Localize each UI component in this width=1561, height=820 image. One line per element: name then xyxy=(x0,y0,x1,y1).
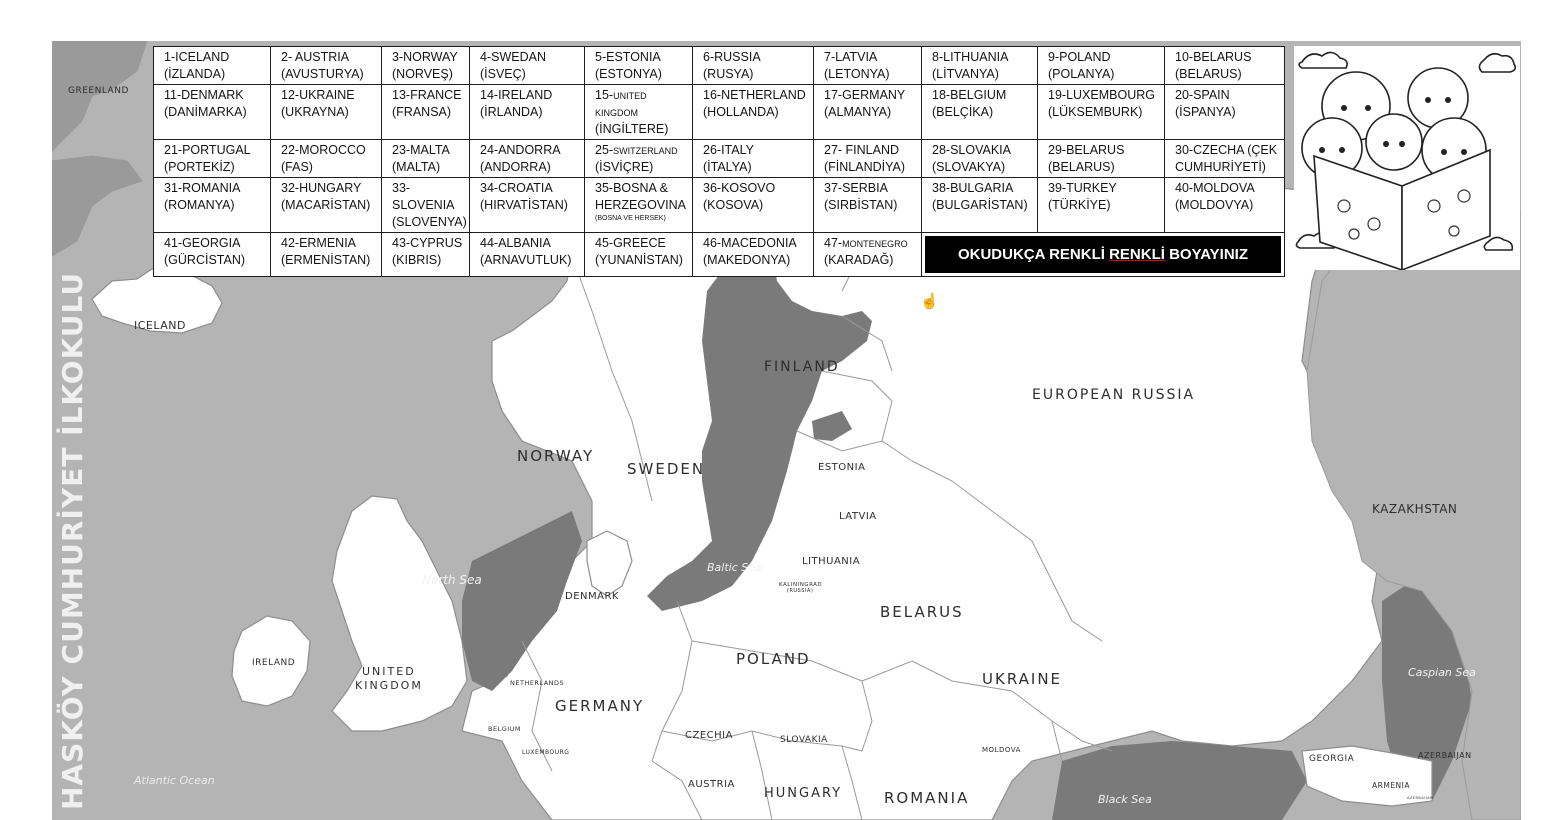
country-cell xyxy=(585,47,693,85)
cell-text-a: 33- xyxy=(392,181,411,195)
label-belarus: BELARUS xyxy=(880,603,964,621)
cell-text-b: (SIRBİSTAN) xyxy=(824,198,898,212)
country-cell xyxy=(693,178,814,233)
label-austria: AUSTRIA xyxy=(688,779,735,790)
label-romania: ROMANIA xyxy=(884,789,970,807)
country-cell xyxy=(585,233,693,277)
label-czechia: CZECHIA xyxy=(685,730,733,741)
cell-text-a: 11-DENMARK xyxy=(164,88,244,102)
cell-text-a: 8-LITHUANIA xyxy=(932,50,1009,64)
cell-text-s: MONTENEGRO xyxy=(842,239,908,249)
cell-text-b: (MOLDOVYA) xyxy=(1175,198,1254,212)
cell-text-b: (MAKEDONYA) xyxy=(703,253,791,267)
legend-row xyxy=(154,178,1285,233)
label-european-russia: EUROPEAN RUSSIA xyxy=(1032,387,1196,403)
cell-text-b: SLOVENIA xyxy=(392,198,455,212)
country-cell xyxy=(271,233,382,277)
cell-text-b: (İSVEÇ) xyxy=(480,67,526,81)
cell-text-a: 18-BELGIUM xyxy=(932,88,1007,102)
cell-text-b: (KOSOVA) xyxy=(703,198,764,212)
country-cell xyxy=(814,233,922,277)
country-cell xyxy=(693,140,814,178)
cell-text-b: (ESTONYA) xyxy=(595,67,662,81)
country-cell xyxy=(154,233,271,277)
country-cell xyxy=(1038,47,1165,85)
cell-text-a: 20-SPAIN xyxy=(1175,88,1230,102)
label-germany: GERMANY xyxy=(555,697,645,715)
cell-text-a: 12-UKRAINE xyxy=(281,88,355,102)
country-cell xyxy=(814,140,922,178)
cell-text-b: (İTALYA) xyxy=(703,160,752,174)
cell-text-a: 28-SLOVAKIA xyxy=(932,143,1011,157)
cell-text-a: 38-BULGARIA xyxy=(932,181,1014,195)
black-sea-water xyxy=(1052,741,1307,820)
label-kaliningrad: KALININGRAD xyxy=(779,582,823,588)
country-cell xyxy=(814,47,922,85)
cell-text-b: (ANDORRA) xyxy=(480,160,551,174)
cell-text-a: 1-ICELAND xyxy=(164,50,230,64)
cell-text-a: 47- xyxy=(824,236,843,250)
cell-text-a: 37-SERBIA xyxy=(824,181,888,195)
cell-text-x: (BOSNA VE HERSEK) xyxy=(595,215,666,222)
cell-text-b: (LÜKSEMBURK) xyxy=(1048,105,1143,119)
label-norway: NORWAY xyxy=(517,447,595,465)
label-north-sea: North Sea xyxy=(422,573,482,587)
cell-text-b: (İZLANDA) xyxy=(164,67,226,81)
country-cell xyxy=(585,178,693,233)
country-cell xyxy=(271,178,382,233)
country-cell xyxy=(382,47,470,85)
country-cell xyxy=(693,233,814,277)
country-cell xyxy=(1165,85,1285,140)
cell-text-a: 15- xyxy=(595,88,614,102)
cell-text-a: 9-POLAND xyxy=(1048,50,1111,64)
cell-text-b: (NORVEŞ) xyxy=(392,67,453,81)
country-cell xyxy=(585,140,693,178)
legend-row xyxy=(154,47,1285,85)
country-cell xyxy=(470,85,585,140)
cell-text-a: 35-BOSNA & xyxy=(595,181,668,195)
country-cell xyxy=(470,47,585,85)
cell-text-a: 27- FINLAND xyxy=(824,143,900,157)
instruction-part-underlined: RENKLİ xyxy=(1109,246,1165,263)
legend-row xyxy=(154,233,1285,277)
cell-text-b: (İSVİÇRE) xyxy=(595,160,654,174)
cell-text-a: 36-KOSOVO xyxy=(703,181,776,195)
label-azerbaijan-exclave: AZERBAIJAN xyxy=(1407,796,1434,800)
cell-text-s: UNITED KINGDOM xyxy=(595,91,647,118)
country-cell xyxy=(382,178,470,233)
children-reading-drawing xyxy=(1294,46,1520,270)
cloud-shape xyxy=(1479,54,1515,72)
cell-text-b: (BELÇİKA) xyxy=(932,105,994,119)
cell-text-a: 25- xyxy=(595,143,614,157)
country-cell xyxy=(470,178,585,233)
country-cell xyxy=(922,140,1038,178)
cell-text-b: (PORTEKİZ) xyxy=(164,160,235,174)
label-georgia: GEORGIA xyxy=(1309,754,1355,764)
cell-text-a: 14-IRELAND xyxy=(480,88,553,102)
country-cell xyxy=(1038,140,1165,178)
cell-text-a: 4-SWEDAN xyxy=(480,50,546,64)
cell-text-c: (SLOVENYA) xyxy=(392,215,467,229)
country-cell xyxy=(585,85,693,140)
country-cell xyxy=(1165,47,1285,85)
legend-row xyxy=(154,85,1285,140)
country-cell xyxy=(154,178,271,233)
cell-text-b: (FRANSA) xyxy=(392,105,452,119)
cell-text-a: 6-RUSSIA xyxy=(703,50,761,64)
cell-text-b: (YUNANİSTAN) xyxy=(595,253,683,267)
cell-text-b: (BELARUS) xyxy=(1175,67,1242,81)
cell-text-b: CUMHURİYETİ) xyxy=(1175,160,1266,174)
cell-text-a: 40-MOLDOVA xyxy=(1175,181,1255,195)
cell-text-b: (UKRAYNA) xyxy=(281,105,349,119)
country-cell xyxy=(693,85,814,140)
cell-text-a: 10-BELARUS xyxy=(1175,50,1252,64)
label-azerbaijan: AZERBAIJAN xyxy=(1418,751,1472,760)
cell-text-a: 30-CZECHA (ÇEK xyxy=(1175,143,1278,157)
cell-text-b: (LETONYA) xyxy=(824,67,890,81)
label-kingdom: KINGDOM xyxy=(355,679,423,692)
cell-text-a: 29-BELARUS xyxy=(1048,143,1125,157)
cell-text-b: (ROMANYA) xyxy=(164,198,235,212)
cell-text-b: (KARADAĞ) xyxy=(824,253,894,267)
cell-text-b: (FİNLANDİYA) xyxy=(824,160,906,174)
country-cell xyxy=(693,47,814,85)
cell-text-a: 46-MACEDONIA xyxy=(703,236,797,250)
country-cell xyxy=(271,47,382,85)
country-cell xyxy=(271,140,382,178)
country-cell xyxy=(271,85,382,140)
cell-text-b: (MALTA) xyxy=(392,160,441,174)
label-latvia: LATVIA xyxy=(839,511,877,522)
country-cell xyxy=(922,47,1038,85)
cell-text-a: 5-ESTONIA xyxy=(595,50,661,64)
cell-text-a: 22-MOROCCO xyxy=(281,143,366,157)
country-cell xyxy=(922,178,1038,233)
country-cell xyxy=(382,140,470,178)
cell-text-a: 23-MALTA xyxy=(392,143,450,157)
hand-cursor-icon: ☝ xyxy=(920,293,939,310)
country-cell xyxy=(154,85,271,140)
cell-text-a: 43-CYPRUS xyxy=(392,236,463,250)
book-right-page xyxy=(1402,150,1490,270)
country-cell xyxy=(814,178,922,233)
cell-text-b: (İNGİLTERE) xyxy=(595,122,669,136)
cell-text-a: 45-GREECE xyxy=(595,236,666,250)
label-iceland: ICELAND xyxy=(134,319,186,332)
cell-text-b: (BELARUS) xyxy=(1048,160,1115,174)
country-cell xyxy=(1165,178,1285,233)
cell-text-a: 31-ROMANIA xyxy=(164,181,241,195)
label-ireland: IRELAND xyxy=(252,658,296,668)
children-reading-illustration xyxy=(1294,46,1520,270)
country-cell xyxy=(1165,140,1285,178)
label-moldova: MOLDOVA xyxy=(982,746,1021,754)
cell-text-b: (RUSYA) xyxy=(703,67,754,81)
cell-text-a: 3-NORWAY xyxy=(392,50,458,64)
country-cell xyxy=(382,85,470,140)
label-armenia: ARMENIA xyxy=(1372,781,1411,790)
cell-text-b: (HIRVATİSTAN) xyxy=(480,198,568,212)
country-cell xyxy=(1038,85,1165,140)
cell-text-b: (GÜRCİSTAN) xyxy=(164,253,246,267)
country-cell xyxy=(1038,178,1165,233)
cell-text-a: 13-FRANCE xyxy=(392,88,462,102)
label-poland: POLAND xyxy=(736,650,811,668)
cell-text-b: (İSPANYA) xyxy=(1175,105,1236,119)
label-sweden: SWEDEN xyxy=(627,460,706,478)
cell-text-b: (SLOVAKYA) xyxy=(932,160,1006,174)
label-luxembourg: LUXEMBOURG xyxy=(522,749,570,756)
cell-text-b: (AVUSTURYA) xyxy=(281,67,364,81)
school-title: HASKÖY CUMHURİYET İLKOKULU xyxy=(56,271,89,810)
country-cell xyxy=(814,85,922,140)
country-cell xyxy=(922,85,1038,140)
label-lithuania: LITHUANIA xyxy=(802,556,861,567)
label-belgium: BELGIUM xyxy=(488,725,522,733)
label-baltic-sea: Baltic Sea xyxy=(707,561,762,574)
legend-table-body xyxy=(154,47,1285,277)
cell-text-a: 42-ERMENIA xyxy=(281,236,357,250)
legend-row xyxy=(154,140,1285,178)
cell-text-b: (FAS) xyxy=(281,160,313,174)
cell-text-s: SWITZERLAND xyxy=(613,146,678,156)
label-kaliningrad-sub: (RUSSIA) xyxy=(787,588,814,594)
cloud-shape xyxy=(1484,237,1512,250)
label-greenland: GREENLAND xyxy=(68,86,129,96)
label-black-sea: Black Sea xyxy=(1098,793,1152,806)
cell-text-b: (DANİMARKA) xyxy=(164,105,247,119)
cell-text-b: (MACARİSTAN) xyxy=(281,198,371,212)
cell-text-a: 21-PORTUGAL xyxy=(164,143,251,157)
country-cell xyxy=(154,140,271,178)
cloud-shape xyxy=(1299,52,1347,68)
cell-text-b: (ARNAVUTLUK) xyxy=(480,253,572,267)
cell-text-b: HERZEGOVINA xyxy=(595,198,686,212)
label-netherlands: NETHERLANDS xyxy=(510,679,565,687)
label-estonia: ESTONIA xyxy=(818,462,866,473)
label-kazakhstan: KAZAKHSTAN xyxy=(1372,502,1458,516)
cell-text-a: 34-CROATIA xyxy=(480,181,553,195)
cell-text-b: (ALMANYA) xyxy=(824,105,892,119)
cell-text-a: 16-NETHERLAND xyxy=(703,88,806,102)
cell-text-b: (KIBRIS) xyxy=(392,253,442,267)
cell-text-a: 44-ALBANIA xyxy=(480,236,551,250)
instruction-part: BOYAYINIZ xyxy=(1164,246,1249,263)
cell-text-a: 41-GEORGIA xyxy=(164,236,241,250)
cell-text-a: 2- AUSTRIA xyxy=(281,50,350,64)
instruction-cell xyxy=(922,233,1285,277)
cell-text-b: (BULGARİSTAN) xyxy=(932,198,1028,212)
cell-text-a: 24-ANDORRA xyxy=(480,143,561,157)
label-ukraine: UKRAINE xyxy=(982,670,1063,688)
cell-text-b: (LİTVANYA) xyxy=(932,67,999,81)
label-hungary: HUNGARY xyxy=(764,786,843,801)
cell-text-b: (ERMENİSTAN) xyxy=(281,253,371,267)
instruction-banner xyxy=(925,236,1281,273)
cell-text-a: 39-TURKEY xyxy=(1048,181,1117,195)
country-cell xyxy=(382,233,470,277)
label-finland: FINLAND xyxy=(764,359,840,375)
cell-text-b: (İRLANDA) xyxy=(480,105,543,119)
label-united: UNITED xyxy=(362,665,416,678)
cell-text-a: 32-HUNGARY xyxy=(281,181,362,195)
cell-text-a: 26-ITALY xyxy=(703,143,754,157)
book-left-page xyxy=(1314,156,1402,270)
country-cell xyxy=(470,140,585,178)
country-cell xyxy=(154,47,271,85)
cell-text-a: 17-GERMANY xyxy=(824,88,906,102)
countries-legend-table xyxy=(153,46,1285,277)
cell-text-b: (TÜRKİYE) xyxy=(1048,198,1111,212)
label-denmark: DENMARK xyxy=(565,591,619,602)
label-atlantic-ocean: Atlantic Ocean xyxy=(134,774,215,787)
label-caspian-sea: Caspian Sea xyxy=(1408,666,1476,679)
label-slovakia: SLOVAKIA xyxy=(780,735,828,745)
country-cell xyxy=(470,233,585,277)
instruction-part: OKUDUKÇA RENKLİ xyxy=(957,246,1110,263)
child-head xyxy=(1366,114,1422,170)
cell-text-b: (HOLLANDA) xyxy=(703,105,779,119)
cell-text-a: 19-LUXEMBOURG xyxy=(1048,88,1155,102)
cell-text-b: (POLANYA) xyxy=(1048,67,1115,81)
cell-text-a: 7-LATVIA xyxy=(824,50,878,64)
